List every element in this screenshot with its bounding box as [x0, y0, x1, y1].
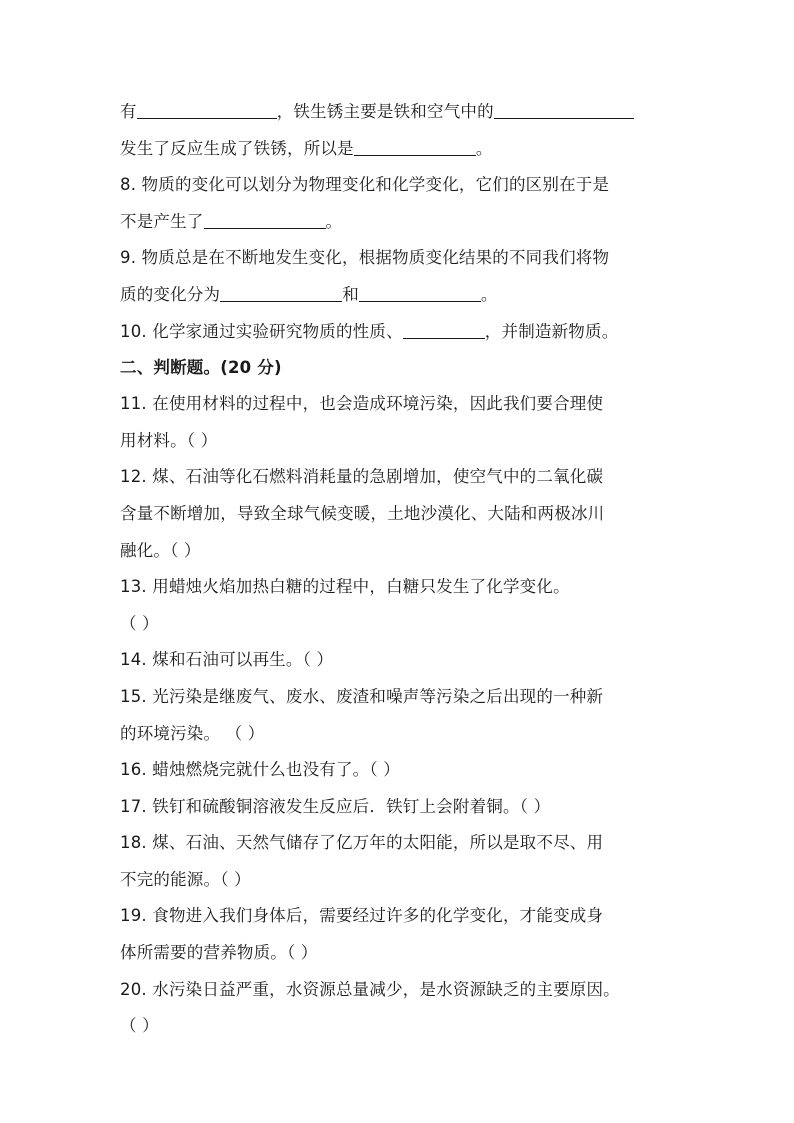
q12-line3: 融化。（ ） [120, 540, 201, 560]
q12-line2: 含量不断增加，导致全球气候变暖，土地沙漠化、大陆和两极冰川 [120, 503, 605, 523]
q11-line2: 用材料。（ ） [120, 430, 218, 450]
text: 发生了反应生成了铁锈，所以是 [120, 138, 354, 158]
q20-line2: （ ） [120, 1016, 159, 1036]
text: 。 [325, 211, 343, 231]
text: ，并制造新物质。 [484, 321, 619, 341]
q13-line1: 13. 用蜡烛火焰加热白糖的过程中，白糖只发生了化学变化。 [120, 577, 570, 597]
q12-line1: 12. 煤、石油等化石燃料消耗量的急剧增加，使空气中的二氧化碳 [120, 467, 604, 487]
answer-blank[interactable] [220, 283, 342, 302]
q8-line1: 8. 物质的变化可以划分为物理变化和化学变化，它们的区别在于是 [120, 175, 610, 195]
q15-line1: 15. 光污染是继废气、废水、废渣和噪声等污染之后出现的一种新 [120, 686, 604, 706]
q20-line1: 20. 水污染日益严重，水资源总量减少，是水资源缺乏的主要原因。 [120, 979, 620, 999]
answer-blank[interactable] [494, 100, 634, 119]
q9-line1: 9. 物质总是在不断地发生变化，根据物质变化结果的不同我们将物 [120, 248, 610, 268]
answer-blank[interactable] [403, 320, 485, 339]
text: 10. 化学家通过实验研究物质的性质、 [120, 321, 403, 341]
q7-line2 [120, 131, 680, 168]
answer-blank[interactable] [204, 210, 326, 229]
text: 和 [342, 284, 359, 304]
answer-blank[interactable] [137, 100, 277, 119]
q17-line1: 17. 铁钉和硫酸铜溶液发生反应后．铁钉上会附着铜。（ ） [120, 796, 551, 816]
text: 。 [475, 138, 493, 158]
q13-line2: （ ） [120, 613, 159, 633]
answer-blank[interactable] [354, 137, 476, 156]
q9-line2 [120, 277, 680, 314]
q11-line1: 11. 在使用材料的过程中，也会造成环境污染，因此我们要合理使 [120, 394, 604, 414]
q19-line1: 19. 食物进入我们身体后，需要经过许多的化学变化，才能变成身 [120, 906, 604, 926]
q10-line1 [120, 314, 680, 351]
page-content [120, 94, 680, 1045]
q18-line1: 18. 煤、石油、天然气储存了亿万年的太阳能，所以是取不尽、用 [120, 833, 604, 853]
q19-line2: 体所需要的营养物质。（ ） [120, 943, 318, 963]
q16-line1: 16. 蜡烛燃烧完就什么也没有了。（ ） [120, 760, 400, 780]
q15-line2: 的环境污染。 （ ） [120, 723, 265, 743]
q8-line2 [120, 204, 680, 241]
text: 不是产生了 [120, 211, 204, 231]
q14-line1: 14. 煤和石油可以再生。（ ） [120, 650, 334, 670]
text: 质的变化分为 [120, 284, 221, 304]
text: 有 [120, 102, 137, 121]
text: ，铁生锈主要是铁和空气中的 [276, 102, 494, 121]
section2-heading: 二、判断题。(20 分) [120, 358, 282, 378]
answer-blank[interactable] [359, 283, 481, 302]
q7-line1 [120, 94, 680, 131]
q18-line2: 不完的能源。（ ） [120, 869, 251, 889]
text: 。 [480, 284, 498, 304]
